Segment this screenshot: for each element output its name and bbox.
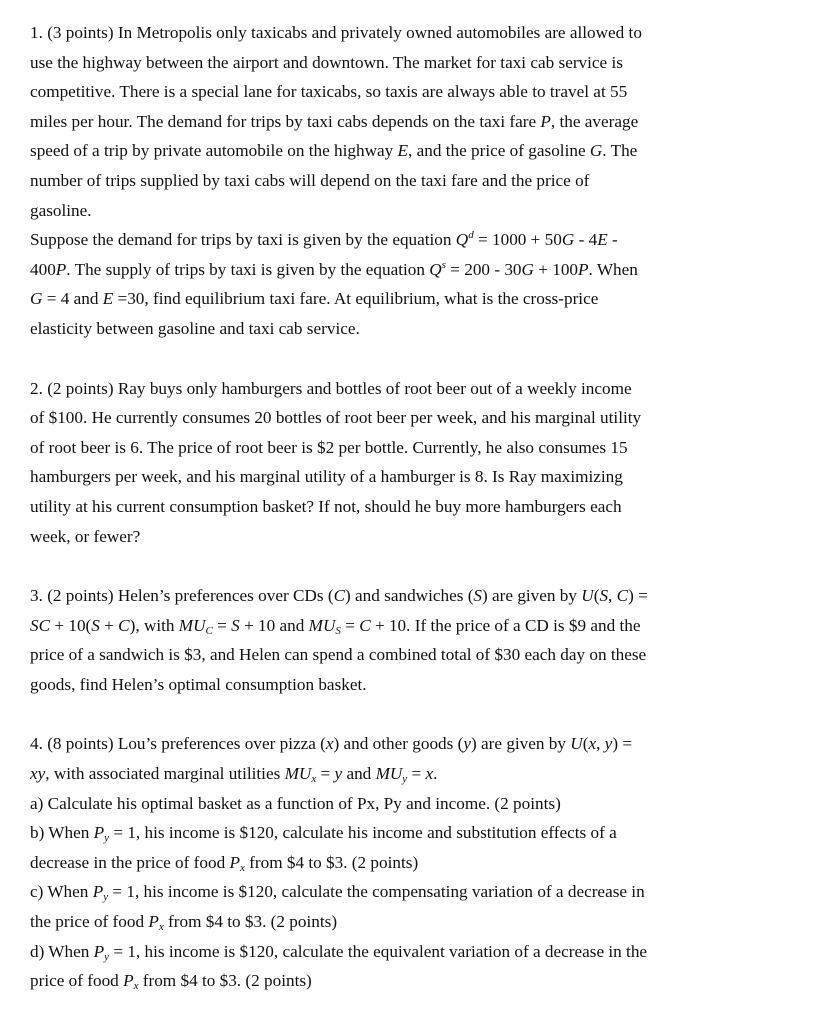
spacer — [30, 551, 800, 581]
document-body — [30, 18, 800, 996]
q1-line-8: Suppose the demand for trips by taxi is given by the equation $Q^d = 1000 + 50G - 4E$ - — [30, 229, 618, 250]
q1-line-6: number of trips supplied by taxi cabs will depend on the taxi fare and the price of — [30, 170, 590, 190]
q2-line-3: of root beer is 6. The price of root beer is $2 per bottle. Currently, he also consumes 15 — [30, 437, 628, 457]
spacer — [30, 699, 800, 729]
q1-line-9: 400P. The supply of trips by taxi is given by the equation $Q^s = 200 - 30G + 100P$. When — [30, 258, 638, 279]
q1-line-2: use the highway between the airport and downtown. The market for taxi cab service is — [30, 52, 623, 72]
q3-line-4: goods, find Helen’s optimal consumption basket. — [30, 674, 367, 694]
q2-line-5: utility at his current consumption basket? If not, should he buy more hamburgers each — [30, 496, 622, 516]
q1-line-5: speed of a trip by private automobile on the highway E, and the price of gasoline G. The — [30, 141, 638, 161]
q2-line-1: 2. (2 points) Ray buys only hamburgers and bottles of root beer out of a weekly income — [30, 378, 632, 398]
spacer — [30, 344, 800, 374]
q4-part-c-line-2: the price of food $P_x$ from $4 to $3. (2 points) — [30, 912, 338, 934]
q2-line-4: hamburgers per week, and his marginal utility of a hamburger is 8. Is Ray maximizing — [30, 467, 623, 487]
question-3 — [30, 581, 800, 699]
q3-line-2: SC + 10(S + C), with $MU_C = S + 10$ and $MU_S = C + 10$. If the price of a CD is $9 and the — [30, 615, 641, 637]
q4-part-a: a) Calculate his optimal basket as a function of Px, Py and income. (2 points) — [30, 793, 561, 813]
q1-line-11: elasticity between gasoline and taxi cab service. — [30, 318, 360, 338]
q4-part-c-line-1: c) When $P_y = 1$, his income is $120, calculate the compensating variation of a decrease in — [30, 882, 645, 904]
q1-line-4: miles per hour. The demand for trips by taxi cabs depends on the taxi fare P, the average — [30, 111, 639, 131]
q4-part-d-line-1: d) When $P_y = 1$, his income is $120, calculate the equivalent variation of a decrease in the — [30, 941, 648, 963]
q2-line-6: week, or fewer? — [30, 526, 141, 546]
q3-line-3: price of a sandwich is $3, and Helen can spend a combined total of $30 each day on these — [30, 645, 647, 665]
q1-line-1: 1. (3 points) In Metropolis only taxicabs and privately owned automobiles are allowed to — [30, 23, 642, 42]
q1-line-7: gasoline. — [30, 200, 92, 220]
q4-line-2: xy, with associated marginal utilities $MU_x = y$ and $MU_y = x$. — [30, 764, 438, 786]
q4-part-b-line-2: decrease in the price of food $P_x$ from $4 to $3. (2 points) — [30, 852, 419, 874]
question-2 — [30, 374, 800, 552]
question-1 — [30, 18, 800, 344]
q4-part-b-line-1: b) When $P_y = 1$, his income is $120, calculate his income and substitution effects of a — [30, 823, 617, 845]
q3-line-1: 3. (2 points) Helen’s preferences over CDs (C) and sandwiches (S) are given by U(S, C) = — [30, 586, 648, 606]
question-4 — [30, 729, 800, 995]
q2-line-2: of $100. He currently consumes 20 bottles of root beer per week, and his marginal utility — [30, 408, 642, 428]
q1-line-3: competitive. There is a special lane for taxicabs, so taxis are always able to travel at 55 — [30, 82, 628, 102]
q4-part-d-line-2: price of food $P_x$ from $4 to $3. (2 points) — [30, 971, 312, 993]
q1-line-10: G = 4 and E =30, find equilibrium taxi fare. At equilibrium, what is the cross-price — [30, 289, 599, 309]
q4-line-1: 4. (8 points) Lou’s preferences over pizza (x) and other goods (y) are given by U(x, y) = — [30, 734, 633, 754]
